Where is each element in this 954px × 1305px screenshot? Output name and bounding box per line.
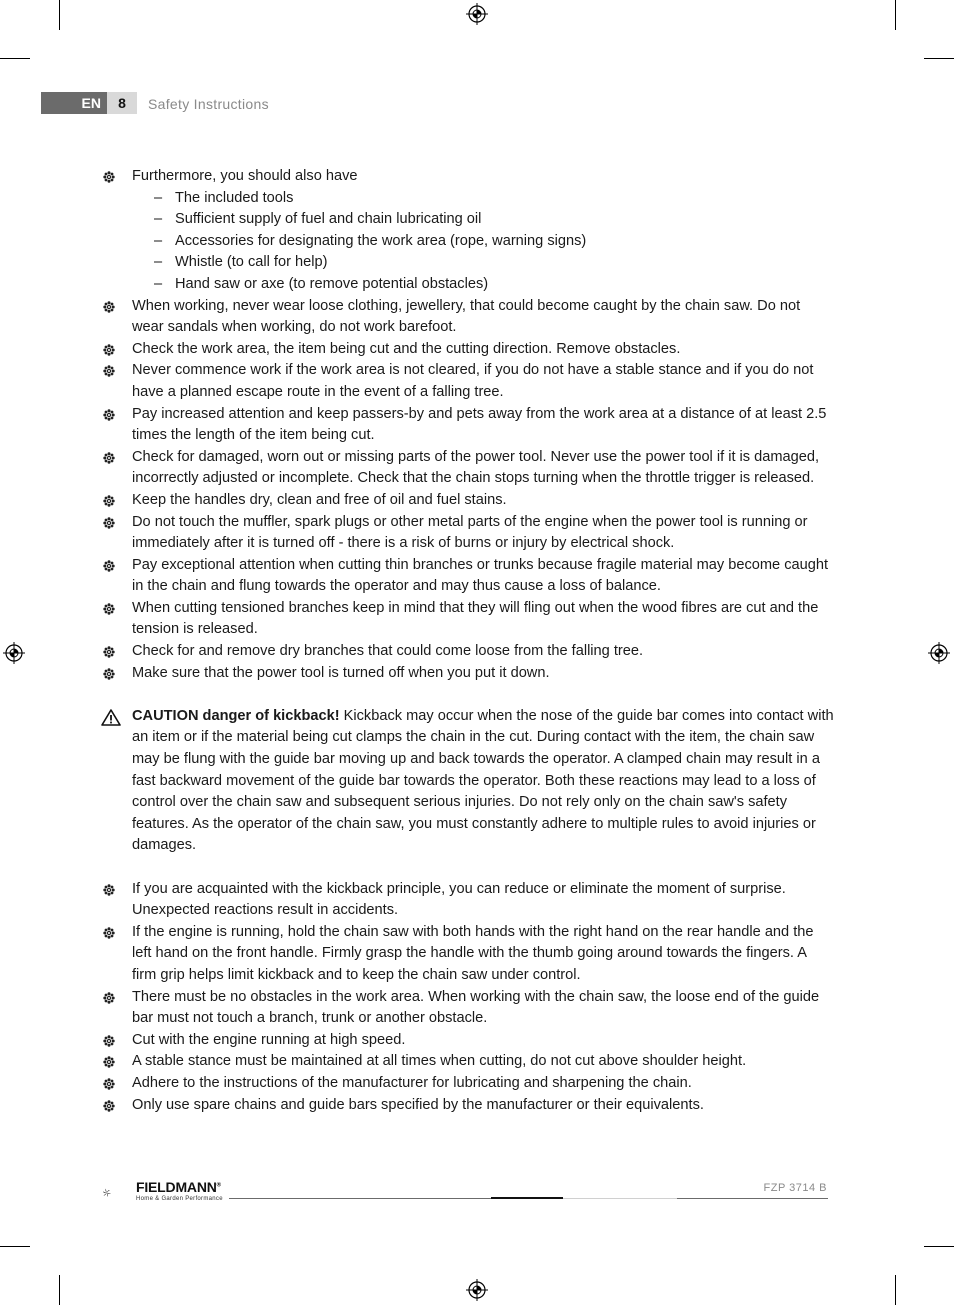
list-item-text: If you are acquainted with the kickback principle, you can reduce or eliminate the moment of surprise. Unexpected reactions result in accidents. xyxy=(132,880,786,919)
flower-bullet-icon xyxy=(103,301,115,313)
flower-bullet-icon xyxy=(103,992,115,1004)
sub-list-item xyxy=(154,274,834,296)
list-item xyxy=(100,512,834,555)
crop-mark xyxy=(924,58,954,59)
list-item xyxy=(100,663,834,685)
model-number: FZP 3714 B xyxy=(763,1182,827,1194)
crop-mark xyxy=(895,1275,896,1305)
footer-rule-accent xyxy=(491,1197,563,1199)
footer-rule xyxy=(229,1198,491,1199)
list-item-text: Furthermore, you should also have xyxy=(132,168,358,184)
list-item-text: Never commence work if the work area is not cleared, if you do not have a stable stance and if you do not have a planned escape route in the event of a falling tree. xyxy=(132,362,814,400)
crop-mark xyxy=(924,1246,954,1247)
flower-bullet-icon xyxy=(103,646,115,658)
caution-heading: CAUTION danger of kickback! xyxy=(132,707,340,724)
list-item xyxy=(100,339,834,361)
list-item-text: Check the work area, the item being cut and the cutting direction. Remove obstacles. xyxy=(132,340,681,357)
list-item-text: Check for and remove dry branches that could come loose from the falling tree. xyxy=(132,643,644,660)
list-item xyxy=(100,922,834,987)
safety-list-2 xyxy=(100,879,834,1117)
brand-name: FIELDMANN® xyxy=(136,1179,221,1195)
sub-list-item-text: The included tools xyxy=(175,189,294,206)
flower-bullet-icon xyxy=(103,365,115,377)
list-item xyxy=(100,555,834,598)
list-item xyxy=(100,1073,834,1095)
flower-bullet-icon xyxy=(103,495,115,507)
list-item-text: Cut with the engine running at high speed. xyxy=(132,1031,406,1048)
list-item-text: When cutting tensioned branches keep in mind that they will fling out when the wood fibres are cut and the tension is released. xyxy=(132,599,819,638)
registration-mark-icon xyxy=(466,1279,488,1301)
list-item xyxy=(100,1030,834,1052)
flower-bullet-icon xyxy=(103,884,115,896)
list-item xyxy=(100,598,834,641)
flower-bullet-icon xyxy=(103,344,115,356)
registration-mark-icon xyxy=(928,642,950,664)
sub-list-item xyxy=(154,231,834,253)
flower-bullet-icon xyxy=(103,452,115,464)
list-item-text: When working, never wear loose clothing, jewellery, that could become caught by the chain saw. Do not wear sandals when working, do not work barefoot. xyxy=(132,297,801,336)
list-item-text: Pay exceptional attention when cutting thin branches or trunks because fragile material may become caught in the chain and flung towards the operator and may thus cause a loss of balance. xyxy=(132,556,829,595)
fieldmann-logo-icon xyxy=(103,1177,135,1209)
footer-rule xyxy=(563,1198,677,1199)
list-item xyxy=(100,447,834,490)
list-item xyxy=(100,296,834,339)
flower-bullet-icon xyxy=(103,1035,115,1047)
flower-bullet-icon xyxy=(103,409,115,421)
list-item-text: Do not touch the muffler, spark plugs or other metal parts of the engine when the power tool is running or immediately after it is turned off - there is a risk of burns or injury by electrical shock. xyxy=(132,513,808,552)
registration-mark-icon xyxy=(3,642,25,664)
crop-mark xyxy=(0,58,30,59)
dash-icon: – xyxy=(154,211,163,228)
sub-list xyxy=(132,188,834,296)
list-item-text: A stable stance must be maintained at all times when cutting, do not cut above shoulder height. xyxy=(132,1053,747,1070)
list-item-text: There must be no obstacles in the work area. When working with the chain saw, the loose end of the guide bar must not touch a branch, trunk or another obstacle. xyxy=(132,988,820,1027)
dash-icon: – xyxy=(154,254,163,271)
list-item-text: Pay increased attention and keep passers-by and pets away from the work area at a distance of at least 2.5 times the length of the item being cut. xyxy=(132,405,827,444)
brand-tagline: Home & Garden Performance xyxy=(136,1196,223,1202)
list-item xyxy=(100,166,834,296)
page-content xyxy=(100,166,834,1116)
flower-bullet-icon xyxy=(103,171,115,183)
crop-mark xyxy=(59,1275,60,1305)
list-item xyxy=(100,641,834,663)
sub-list-item-text: Sufficient supply of fuel and chain lubricating oil xyxy=(175,211,482,228)
dash-icon: – xyxy=(154,275,163,292)
dash-icon: – xyxy=(154,189,163,206)
caution-body: Kickback may occur when the nose of the guide bar comes into contact with an item or if the material being cut clamps the chain in the cut. During contact with the item, the chain saw may be flung with the guide bar moving up and back towards the operator. A clamped chain may result in a fast backward movement of the guide bar towards the operator. Both these reactions may lead to a loss of control over the chain saw and subsequent serious injuries. Do not rely only on the chain saw's safety features. As the operator of the chain saw, you must constantly adhere to multiple rules to avoid injuries or damages. xyxy=(132,707,834,854)
flower-bullet-icon xyxy=(103,560,115,572)
flower-bullet-icon xyxy=(103,1078,115,1090)
crop-mark xyxy=(895,0,896,30)
list-item xyxy=(100,1095,834,1117)
flower-bullet-icon xyxy=(103,1100,115,1112)
list-item-text: Adhere to the instructions of the manufacturer for lubricating and sharpening the chain. xyxy=(132,1074,692,1091)
list-item-text: Only use spare chains and guide bars specified by the manufacturer or their equivalents. xyxy=(132,1096,704,1113)
list-item-text: Keep the handles dry, clean and free of oil and fuel stains. xyxy=(132,491,507,508)
flower-bullet-icon xyxy=(103,1056,115,1068)
list-item-text: If the engine is running, hold the chain saw with both hands with the right hand on the rear handle and the left hand on the front handle. Firmly grasp the handle with the thumb going around towards the fingers. A firm grip helps limit kickback and to keep the chain saw under control. xyxy=(132,923,814,983)
dash-icon: – xyxy=(154,232,163,249)
warning-triangle-icon xyxy=(101,709,121,726)
sub-list-item-text: Hand saw or axe (to remove potential obstacles) xyxy=(175,275,489,292)
flower-bullet-icon xyxy=(103,927,115,939)
flower-bullet-icon xyxy=(103,517,115,529)
language-code: EN xyxy=(41,92,107,114)
flower-bullet-icon xyxy=(103,603,115,615)
list-item xyxy=(100,404,834,447)
caution-block xyxy=(100,706,834,857)
flower-bullet-icon xyxy=(103,668,115,680)
footer-rule xyxy=(677,1198,828,1199)
page-number: 8 xyxy=(107,92,137,114)
list-item xyxy=(100,987,834,1030)
list-item xyxy=(100,879,834,922)
registration-mark-icon xyxy=(466,3,488,25)
list-item-text: Check for damaged, worn out or missing parts of the power tool. Never use the power tool if it is damaged, incorrectly adjusted or incomplete. Check that the chain stops turning when the throttle trigger is released. xyxy=(132,448,820,487)
list-item-text: Make sure that the power tool is turned off when you put it down. xyxy=(132,664,550,681)
crop-mark xyxy=(59,0,60,30)
safety-list-1 xyxy=(100,166,834,684)
sub-list-item xyxy=(154,188,834,210)
sub-list-item xyxy=(154,209,834,231)
crop-mark xyxy=(0,1246,30,1247)
list-item xyxy=(100,490,834,512)
section-title: Safety Instructions xyxy=(148,96,269,112)
sub-list-item-text: Accessories for designating the work area (rope, warning signs) xyxy=(175,232,587,249)
list-item xyxy=(100,1051,834,1073)
spacer xyxy=(100,857,834,879)
sub-list-item xyxy=(154,252,834,274)
list-item xyxy=(100,360,834,403)
sub-list-item-text: Whistle (to call for help) xyxy=(175,254,328,271)
